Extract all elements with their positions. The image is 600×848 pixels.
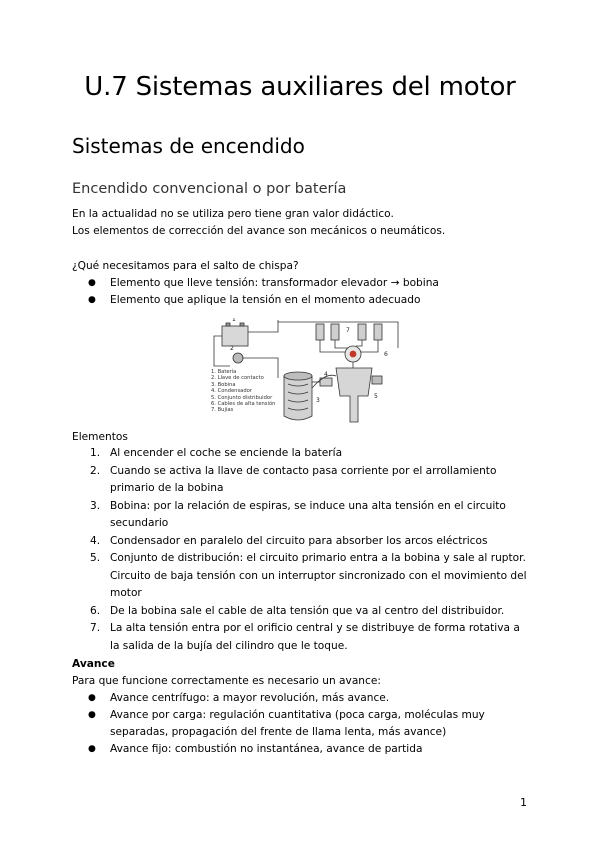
needs-list — [72, 275, 439, 309]
list-text: Cuando se activa la llave de contacto pasa corriente por el arrollamiento primario de la bobina — [110, 464, 497, 494]
coil-shape — [284, 376, 312, 420]
callout-3: 3 — [316, 397, 320, 404]
list-item — [72, 533, 530, 551]
list-text: Condensador en paralelo del circuito para absorber los arcos eléctricos — [110, 534, 488, 547]
page-number: 1 — [520, 796, 527, 809]
key-switch-shape — [233, 353, 243, 363]
distributor-shape — [336, 368, 372, 422]
callout-1: 1 — [232, 318, 236, 323]
avance-list — [72, 690, 520, 758]
avance-intro: Para que funcione correctamente es necesario un avance: — [72, 675, 381, 687]
subsection-heading: Encendido convencional o por batería — [72, 181, 347, 197]
question-line: ¿Qué necesitamos para el salto de chispa? — [72, 260, 299, 272]
avance-item: ● Avance centrífugo: a mayor revolución, más avance. — [72, 690, 520, 707]
spark-plug-shape — [316, 324, 324, 340]
list-item — [72, 463, 530, 498]
list-number: 4. — [90, 534, 101, 547]
legend-item: 7. Bujías — [211, 407, 234, 414]
legend-item: 2. Llave de contacto — [211, 375, 264, 382]
elementos-heading: Elementos — [72, 431, 128, 443]
callout-5: 5 — [374, 393, 378, 400]
spark-plug-shape — [374, 324, 382, 340]
callout-4: 4 — [324, 371, 328, 378]
list-number: 3. — [90, 499, 101, 512]
list-text: Al encender el coche se enciende la batería — [110, 447, 343, 459]
legend-item: 1. Batería — [211, 369, 237, 375]
list-number: 7. — [90, 622, 101, 634]
needs-item: ● Elemento que lleve tensión: transformador elevador → bobina — [72, 275, 439, 292]
callout-6: 6 — [384, 351, 388, 358]
avance-item: ● Avance por carga: regulación cuantitativa (poca carga, moléculas muy separadas, propagación del frente de llama lenta, más avance) — [72, 707, 520, 741]
list-text: La alta tensión entra por el orificio central y se distribuye de forma rotativa a la salida de la bujía del cilindro que le toque. — [110, 622, 520, 652]
list-number: 2. — [90, 464, 101, 477]
list-number: 5. — [90, 552, 101, 564]
list-item — [72, 603, 530, 621]
elementos-list — [72, 445, 530, 655]
callout-2: 2 — [230, 345, 234, 352]
list-text: Bobina: por la relación de espiras, se induce una alta tensión en el circuito secundario — [110, 499, 506, 529]
section-heading: Sistemas de encendido — [72, 134, 305, 158]
list-number: 6. — [90, 604, 101, 617]
list-text: Conjunto de distribución: el circuito primario entra a la bobina y sale al ruptor. Circuito de baja tensión con un interruptor sincronizado con el movimiento del motor — [110, 552, 527, 599]
avance-heading: Avance — [72, 658, 115, 670]
legend-item: 4. Condensador — [211, 388, 252, 395]
intro-line-1: En la actualidad no se utiliza pero tiene gran valor didáctico. — [72, 208, 394, 220]
needs-item: ● Elemento que aplique la tensión en el momento adecuado — [72, 292, 439, 309]
spark-plug-shape — [331, 324, 339, 340]
list-text: De la bobina sale el cable de alta tensión que va al centro del distribuidor. — [110, 604, 505, 617]
list-item — [72, 498, 530, 533]
list-item — [72, 445, 530, 463]
legend-item: 5. Conjunto distribuidor — [211, 394, 273, 401]
list-item — [72, 620, 530, 655]
diagram-legend — [211, 369, 275, 414]
list-item — [72, 550, 530, 603]
legend-item: 6. Cables de alta tensión — [211, 401, 276, 408]
spark-plug-shape — [358, 324, 366, 340]
battery-shape — [222, 326, 248, 346]
legend-item: 3. Bobina — [211, 381, 236, 388]
avance-item: ● Avance fijo: combustión no instantánea, avance de partida — [72, 741, 520, 758]
intro-line-2: Los elementos de corrección del avance son mecánicos o neumáticos. — [72, 225, 446, 237]
document-title: U.7 Sistemas auxiliares del motor — [84, 72, 516, 102]
callout-7: 7 — [346, 327, 350, 334]
list-number: 1. — [90, 447, 101, 459]
